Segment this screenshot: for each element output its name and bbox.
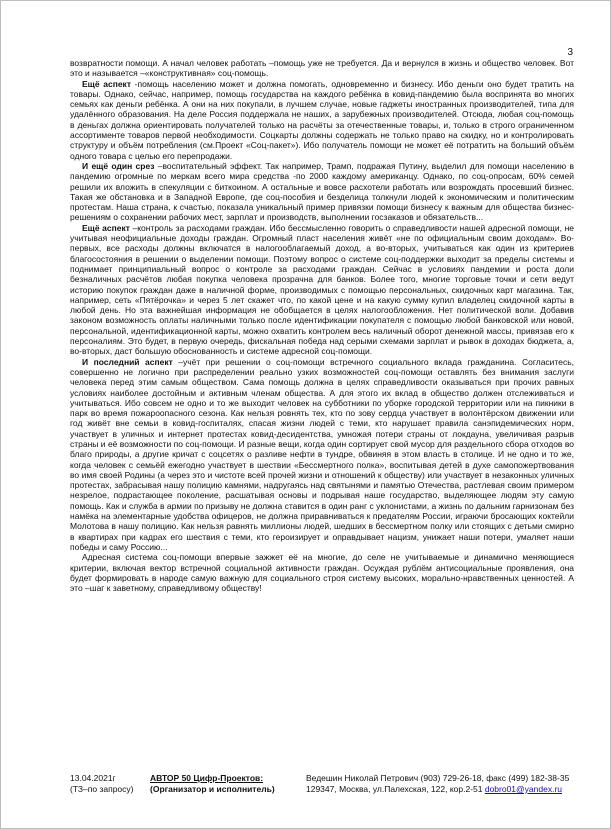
paragraph-text: возвратности помощи. А начал человек работать –помощь уже не требуется. Да и вернулся в жизнь и общество человек. Вот это и называется –«конструктивная» соц-помощь.	[70, 58, 574, 79]
footer-organizer: (Организатор и исполнитель)	[150, 784, 275, 794]
email-link[interactable]: dobro01@yandex.ru	[484, 784, 562, 794]
paragraph-lead: Ещё аспект	[82, 222, 130, 233]
paragraph-text: –контроль за расходами граждан. Ибо бессмысленно говорить о справедливости нашей адресной помощи, не учитывая неофициальные доходы граждан. Огромный пласт населения живёт «не по официальным своим доходам». Во-первых, все расходы должны включатся в налогооблагаемый доход, а во-вторых, учитываться как один из критериев благосостояния в решении о выделении помощи. Поэтому вопрос о системе соц-поддержки выходит за пределы системы и поднимает принципиальный вопрос о контроле за расходами граждан. Сейчас в условиях пандемии и роста доли безналичных расчётов любая покупка человека прозрачна для банков. Более того, многие торговые точки и сети ведут историю покупок граждан даже в наличной форме, производимых с помощью персональных, скидочных карт магазина. Так, например, сеть «Пятёрочка» и через 5 лет скажет что, по какой цене и на какую сумму купил владелец скидочной карты в любой день. Но эта важнейшая информация не обобщается в целях налогообложения. Нет политической воли. Добавив законом возможность оплаты наличными только после идентификации покупателя с помощью любой банковской или новой, персональной, идентификационной карты, можно охватить контролем весь наличный оборот денежной массы, привязав его к персоналиям. Это будет, в первую очередь, фискальная победа над серыми схемами зарплат и рывок в доходах бюджета, а, во-вторых, даст большую обоснованность и системе адресной соц-помощи.	[70, 222, 574, 357]
paragraph	[70, 223, 574, 357]
footer-author-title	[150, 773, 306, 784]
paragraph-lead: Ещё аспект	[82, 78, 131, 89]
paragraph	[70, 357, 574, 553]
paragraph	[70, 552, 574, 593]
footer-note: (ТЗ–по запросу)	[70, 784, 134, 794]
page-number: 3	[567, 47, 573, 58]
body-text	[70, 58, 574, 762]
paragraph-text: –учёт при решении о соц-помощи встречного социального вклада гражданина. Согласитесь, совершенно не логично при распределении реально узких возможностей соц-помощи оставлять без внимания заслуги человека перед этим самым обществом. Сама помощь должна в целях справедливости оказываться при прочих равных условиях наиболее достойным и активным членам общества. А для этого их вклад в общество должен отслеживаться и учитываться. Ибо совсем не одно и то же выходит человек на субботники по уборке городской территории или на пикники в парк во время пожароопасного сезона. Как нельзя ровнять тех, кто по зову сердца участвует в волонтёрском движении или год живёт вне семьи в ковид-госпиталях, спасая жизни людей с теми, кто нарушает правила санэпидемических норм, участвует в уличных и интернет протестах ковид-десидентства, умножая потери страны от локдауна, увеличивая разрыв страны и её возможности по соц-помощи. И разные вещи, когда один сортирует свой мусор для раздельного сбора отходов во благо природы, а другие кричат с соцсетях о разливе нефти в тундре, обвиняя в этом власть в столице. И не одно и то же, когда человек с семьёй ежегодно участвует в шествии «Бессмертного полка», воспитывая детей в духе самопожертвования во имя своей Родины (а через это и чистоте всей прочей жизни и отношений к обществу) или участвует в незаконных уличных протестах, забрасывая нашу полицию камнями, надругаясь над святынями и памятью Отечества, растлевая своим примером незрелое, подрастающее поколение, расшатывая основы и подрывая наше государство, выделяющее людям эту самую помощь. Как и служба в армии по призыву не должна ставится в один ранг с уклонистами, а жизнь по дальним гарнизонам без намёка на элементарные удобства офицеров, не должна приравниваться к предателям России, играючи бросающих коктейли Молотова в нашу полицию. Как нельзя равнять миллионы людей, шедших в бессмертном полку или стоящих с детьми смирно в квартирах при кадрах его шествия с теми, кто героизирует и оправдывает нацизм, унижает наши потери, умаляет наши победы и саму Россию...	[70, 356, 574, 552]
paragraph-text: Адресная система соц-помощи впервые зажжет её на многие, до селе не учитываемые и динамично меняющиеся критерии, включая вектор встречной социальной активности граждан. Осуждая рублём антисоциальные проявления, она будет формировать в народе самую важную для социального строя систему высоких, морально-нравственных ценностей. А это –шаг к заветному, справедливому обществу!	[70, 552, 574, 594]
paragraph	[70, 58, 574, 79]
footer-address	[306, 784, 574, 795]
paragraph-text: -помощь населению может и должна помогать, одновременно и бизнесу. Ибо деньги оно будет тратить на товары. Однако, сейчас, например, помощь государства на каждого ребёнка в ковид-пандемию была воспринята во многих семьях как деньги ребёнка. А они на них покупали, в лучшем случае, новые гаджеты иностранных производителей, типа для удалённого образования. На деле Россия поддержала не наших, а зарубежных производителей. Отсюда, любая соц-помощь в деньгах должна ориентировать получателей только на расчёты за отечественные товары, и, только в строго ограниченном ассортименте товаров первой необходимости. Соцкарты должны содержать не только право на скидку, но и контролировать структуру и объём потребления (см.Проект «Соц-пакет»). Ибо получатель помощи не может её потратить на больший объём одного товара с целью его перепродажи.	[70, 78, 574, 161]
footer-row	[70, 784, 574, 795]
paragraph	[70, 161, 574, 223]
footer-row	[70, 773, 574, 784]
footer-date: 13.04.2021г	[70, 773, 116, 783]
paragraph-text: –воспитательный эффект. Так например, Трамп, подражая Путину, выделил для помощи населению в пандемию огромные по меркам всего мира средства -по 2000 каждому американцу. Однако, по соц-опросам, 60% семей решили их вложить в спекуляции с биткоином. А остальные и вовсе расхотели работать или возрождать просевший бизнес. Такая же обстановка и в Западной Европе, где соц-пособия и безделица толкнули людей к экономическим и политическим протестам. Наша страна, к счастью, показала уникальный пример привязки помощи бизнесу к важным для общества бизнес-решениям о сохранении рабочих мест, зарплат и производств, выполнении госзаказов и обязательств...	[70, 160, 574, 223]
paragraph	[70, 79, 574, 161]
footer	[70, 773, 574, 795]
footer-contact-line: Ведешин Николай Петрович (903) 729-26-18, факс (499) 182-38-35	[306, 773, 570, 783]
footer-address-text: 129347, Москва, ул.Палехская, 122, кор.2-51	[306, 784, 483, 794]
paragraph-lead: И последний аспект	[82, 356, 173, 367]
author-title-text: АВТОР 50 Цифр-Проектов:	[150, 773, 264, 783]
paragraph-lead: И ещё один срез	[82, 160, 155, 171]
